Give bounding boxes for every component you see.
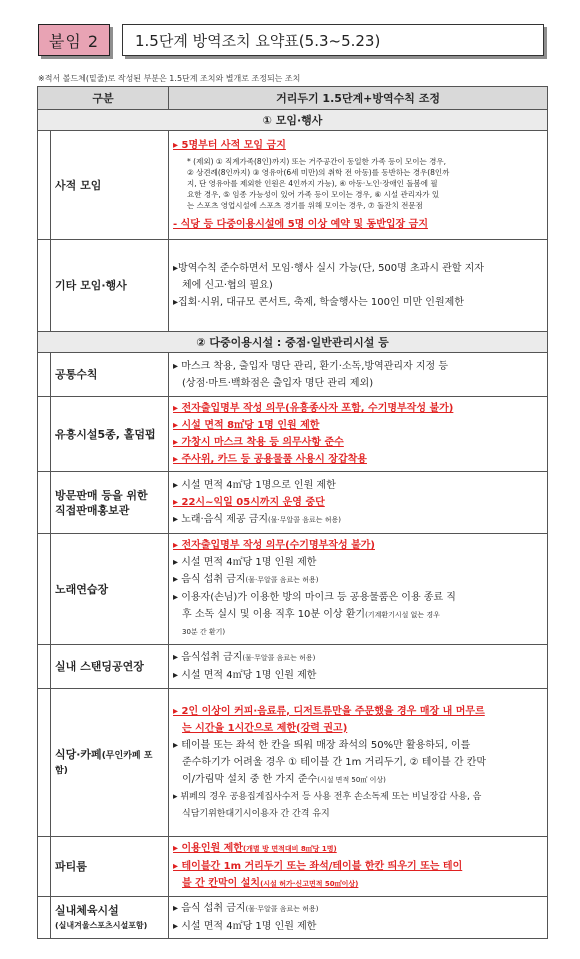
content-other-gathering: ▸방역수칙 준수하면서 모임·행사 실시 가능(단, 500명 초과시 관할 지자 체에 신고·협의 필요) ▸집회·시위, 대규모 콘서트, 축제, 학술행사는 100인 미만 인원제한 (169, 240, 548, 332)
label-common-rules: 공통수칙 (51, 353, 169, 397)
table-row (38, 240, 548, 332)
content-indoor-sports: ▸ 음식 섭취 금지(물·무알콜 음료는 허용) ▸ 시설 면적 4㎡당 1명 인원 제한 (169, 897, 548, 939)
table-row (38, 353, 548, 397)
label-entertainment: 유흥시설5종, 홀덤펍 (51, 397, 169, 472)
measures-table (37, 86, 548, 939)
label-restaurant: 식당·카페(무인카페 포 함) (51, 689, 169, 837)
header-content: 거리두기 1.5단계+방역수칙 조정 (169, 87, 548, 110)
attachment-badge: 붙임 2 (38, 24, 110, 56)
table-row (38, 131, 548, 240)
section-gathering: ① 모임·행사 (38, 110, 548, 131)
section-facilities: ② 다중이용시설 : 중점·일반관리시설 등 (38, 332, 548, 353)
label-door-sales: 방문판매 등을 위한 직접판매홍보관 (51, 472, 169, 534)
header-category: 구분 (38, 87, 169, 110)
content-standing-venue: ▸ 음식섭취 금지(물·무알콜 음료는 허용) ▸ 시설 면적 4㎡당 1명 인원 제한 (169, 645, 548, 689)
content-common-rules: ▸ 마스크 착용, 출입자 명단 관리, 환기·소독,방역관리자 지정 등 (상점·마트·백화점은 출입자 명단 관리 제외) (169, 353, 548, 397)
label-indoor-sports: 실내체육시설 (실내겨울스포츠시설포함) (51, 897, 169, 939)
document-title: 1.5단계 방역조치 요약표(5.3~5.23) (122, 24, 544, 56)
label-standing-venue: 실내 스탠딩공연장 (51, 645, 169, 689)
note-text: ※적서 볼드체(밑줄)로 작성된 부분은 1.5단계 조치와 별개로 조정되는 조치 (38, 74, 301, 83)
label-party-room: 파티룸 (51, 837, 169, 897)
content-party-room: ▸ 이용인원 제한(개별 방 면적대비 8㎡당 1명) ▸ 테이블간 1m 거리두기 또는 좌석/테이블 한칸 띄우기 또는 테이 블 간 칸막이 설치(시설 허가·신고면적 50㎡이상) (169, 837, 548, 897)
table-row (38, 397, 548, 472)
table-row (38, 472, 548, 534)
content-door-sales: ▸ 시설 면적 4㎡당 1명으로 인원 제한 ▸ 22시~익일 05시까지 운영 중단 ▸ 노래·음식 제공 금지(물·무알콜 음료는 허용) (169, 472, 548, 534)
table-row (38, 645, 548, 689)
content-karaoke: ▸ 전자출입명부 작성 의무(수기명부작성 불가) ▸ 시설 면적 4㎡당 1명 인원 제한 ▸ 음식 섭취 금지(물·무알콜 음료는 허용) ▸ 이용자(손님)가 이용한 방의 마이크 등 공용물품은 이용 종료 직 후 소독 실시 및 이용 직후 10분 이상 환기(기계환기시설 없는 경우 30분 간 환기) (169, 534, 548, 645)
table-row (38, 689, 548, 837)
label-other-gathering: 기타 모임·행사 (51, 240, 169, 332)
table-row (38, 897, 548, 939)
doc-header (38, 24, 544, 58)
content-private-gathering: ▸ 5명부터 사적 모임 금지 * (제외) ① 직계가족(8인)까지) 또는 거주공간이 동일한 가족 등이 모이는 경우, ② 상견례(8인까지) ③ 영유아(6세 미만)의 취학 전 아동)를 동반하는 경우(8인까 지, 단 영유아를 제외한 인원은 4인까지 가능), ④ 아동·노인·장애인 돌봄에 필 요한 경우, ⑤ 임종 가능성이 있어 가족 등이 모이는 경우, ⑥ 시설 관리자가 있 는 스포츠 영업시설에 스포츠 경기를 위해 모이는 경우, ⑦ 돌잔치 전문점 - 식당 등 다중이용시설에 5명 이상 예약 및 동반입장 금지 (169, 131, 548, 240)
content-restaurant: ▸ 2인 이상이 커피·음료류, 디저트류만을 주문했을 경우 매장 내 머무르 는 시간을 1시간으로 제한(강력 권고) ▸ 테이블 또는 좌석 한 칸을 띄워 매장 좌석의 50%만 활용하되, 이를 준수하기가 어려울 경우 ① 테이블 간 1m 거리두기, ② 테이블 간 칸막 이/가림막 설치 중 한 가지 준수(시설 면적 50㎡ 이상) ▸ 뷔페의 경우 공용집게집사수저 등 사용 전후 손소독제 또는 비닐장갑 사용, 음 식담기위한대기시이용자 간 간격 유지 (169, 689, 548, 837)
table-row (38, 837, 548, 897)
table-row (38, 534, 548, 645)
label-karaoke: 노래연습장 (51, 534, 169, 645)
label-private-gathering: 사적 모임 (51, 131, 169, 240)
table-header-row (38, 87, 548, 110)
content-entertainment: ▸ 전자출입명부 작성 의무(유흥종사자 포함, 수기명부작성 불가) ▸ 시설 면적 8㎡당 1명 인원 제한 ▸ 가창시 마스크 착용 등 의무사항 준수 ▸ 주사위, 카드 등 공용물품 사용시 장갑착용 (169, 397, 548, 472)
